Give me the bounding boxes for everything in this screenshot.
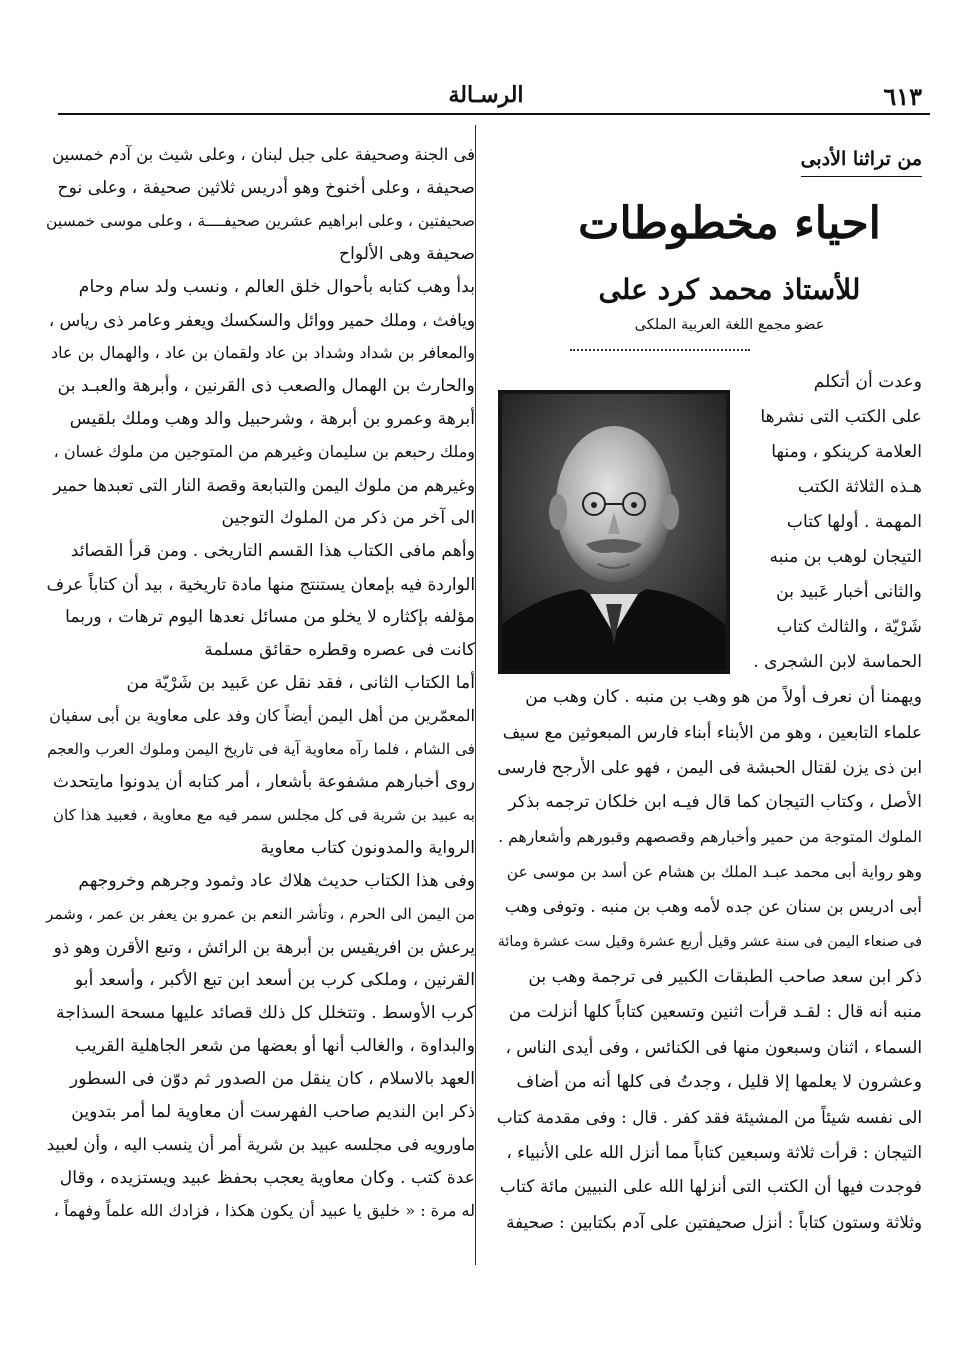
running-header: الرسـالة [448,82,524,108]
text-line: علماء التابعين ، وهو من الأبناء أبناء فارس المبعوثين مع سيف [502,722,922,742]
text-line: ابن ذى يزن لقتال الحبشة فى اليمن ، فهو على الأرجح فارسى [497,757,922,777]
text-line: العلامة كرينكو ، ومنها [771,442,922,462]
text-line: وهو رواية أبى محمد عبـد الملك بن هشام عن أسد بن موسى عن [506,863,922,881]
text-line: الى آخر من ذكر من الملوك التوجين [221,508,475,528]
text-line: له مرة : « خليق يا عبيد أن يكون هكذا ، فزادك الله علماً وفهماً ، [53,1201,475,1220]
text-line: ويهمنا أن نعرف أولاً من هو وهب بن منبه . كان وهب من [525,687,922,707]
text-line: ويافث ، وملك حمير ووائل والسكسك ويعفر وعامر ذى رياس ، [48,310,475,330]
text-line: والمعافر بن شداد وشداد بن عاد ولقمان بن عاد ، والهمال بن عاد [51,343,475,362]
text-line: على الكتب التى نشرها [760,407,922,427]
text-line: ذكر ابن النديم صاحب الفهرست أن معاوية لما أمر بتدوين [71,1102,475,1122]
text-line: مؤلفه بإكثاره لا يخلو من مسائل نعدها اليوم ترهات ، وربما [65,607,475,627]
text-line: شَرْيّة ، والثالث كتاب [776,617,922,637]
text-line: التيجان لوهب بن منبه [769,547,922,567]
text-line: ذكر ابن سعد صاحب الطبقات الكبير فى ترجمة وهب بن [528,967,922,987]
text-line: منبه أنه قال : لقـد قرأت اثنين وتسعين كتاباً كلها أنزلت من [508,1002,922,1022]
article-title: احياء مخطوطات [578,198,881,249]
text-line: السماء ، اثنان وسبعون منها فى الكنائس ، وفى أيدى الناس ، [505,1037,922,1057]
text-line: كانت فى عصره وقطره حقائق مسلمة [204,640,475,660]
text-line: والبداوة ، والغالب أنها أو بعضها من شعر الجاهلية القريب [74,1036,475,1056]
text-line: المهمة . أولها كتاب [786,512,922,532]
header-rule [58,113,930,115]
text-line: كرب الأوسط . وتتخلل كل ذلك قصائد عليها مسحة السذاجة [55,1003,475,1023]
text-line: يرعش بن افريقيس بن أبرهة بن الرائش ، وتبع الأقرن وهو ذو [53,937,475,957]
text-line: الى نفسه شيئاً من المشيئة فقد كفر . قال : وفى مقدمة كتاب [496,1107,922,1127]
text-line: أبى ادريس بن سنان عن جده لأمه وهب بن منبه . وتوفى وهب [504,897,922,916]
text-line: القرنين ، وملكى كرب بن أسعد ابن تبع الأكبر ، وأسعد أبو [74,970,475,990]
text-line: أما الكتاب الثانى ، فقد نقل عن عَبيد بن شَرْيّة من [126,673,475,693]
page-number: ٦١٣ [883,82,922,111]
text-line: والثانى أخبار عَبيد بن [776,582,922,602]
text-line: المعمّرين من أهل اليمن أيضاً كان وفد على معاوية بن أبى سفيان [49,706,475,725]
text-line: وثلاثة وستون كتاباً : أنزل صحيفتين على آدم بكتابين : صحيفة [506,1212,922,1232]
text-line: هـذه الثلاثة الكتب [797,477,922,497]
dotted-separator [570,349,750,351]
column-divider [475,125,476,1265]
text-line: صحيفتين ، وعلى ابراهيم عشرين صحيفــــة ، وعلى موسى خمسين [46,212,475,230]
text-line: وفى هذا الكتاب حديث هلاك عاد وثمود وجرهم وخروجهم [78,871,475,891]
section-label: من تراثنا الأدبى [801,148,922,177]
text-line: والحارث بن الهمال والصعب ذى القرنين ، وأبرهة والعبـد بن [57,376,475,396]
text-line: التيجان : قرأت ثلاثة وسبعين كتاباً مما أنزل الله على الأنبياء ، [506,1142,922,1162]
text-line: الأصل ، وكتاب التيجان كما قال فيـه ابن خلكان ترجمه بذكر [508,792,922,812]
text-line: وعشرون لا يعلمها إلا قليل ، وجدتُ فى كلها أنه من أضاف [516,1072,922,1092]
text-line: الرواية والمدونون كتاب معاوية [260,838,475,858]
text-line: العهد بالاسلام ، كان ينقل من الصدور ثم دوّن فى السطور [69,1069,475,1089]
text-line: الواردة فيه بإمعان يستنتج منها مادة تاريخية ، بيد أن كتاباً عرف [46,574,475,594]
text-line: صحيفة وهى الألواح [339,244,475,264]
author-affiliation: عضو مجمع اللغة العربية الملكى [634,317,825,333]
article-author: للأستاذ محمد كرد على [598,273,861,306]
text-line: الملوك المتوجة من حمير وأخبارهم وقصصهم وقبورهم وأشعارهم . [498,828,922,846]
text-line: أبرهة وعمرو بن أبرهة ، وشرحبيل والد وهب وملك بلقيس [69,409,475,429]
text-line: فى صنعاء اليمن فى سنة عشر وقيل أربع عشرة وقيل ست عشرة ومائة [497,934,922,950]
text-line: صحيفة ، وعلى أخنوخ وهو أدريس ثلاثين صحيفة ، وعلى نوح [57,178,475,198]
text-line: فوجدت فيها أن الكتب التى أنزلها الله على النبيين مائة كتاب [499,1177,922,1197]
text-line: فى الشام ، فلما رآه معاوية آية فى تاريخ اليمن وملوك العرب والعجم [47,740,475,758]
author-portrait [498,390,730,674]
text-line: وأهم مافى الكتاب هذا القسم التاريخى . ومن قرأ القصائد [70,541,475,561]
text-line: روى أخبارهم مشفوعة بأشعار ، أمر كتابه أن يدونوا مايتحدث [53,772,475,792]
text-line: بدأ وهب كتابه بأحوال خلق العالم ، ونسب ولد سام وحام [78,277,475,297]
text-line: ماورويه فى مجلسه عبيد بن شرية أمر أن ينسب اليه ، وأن لعبيد [46,1135,475,1154]
text-line: وغيرهم من ملوك اليمن والتبابعة وقصة النار التى تعبدها حمير [53,475,475,495]
portrait-image [502,394,726,670]
text-line: من اليمن الى الحرم ، وتأشر النعم بن عمرو بن يعفر بن عمر ، وشمر [46,905,475,923]
text-line: وملك رحبعم بن سليمان وغيرهم من المتوجين من ملوك غسان ، [53,442,475,461]
text-line: به عبيد بن شرية فى كل مجلس سمر فيه مع معاوية ، فعبيد هذا كان [52,806,475,824]
text-line: عدة كتب . وكان معاوية يعجب بحفظ عبيد ويستزيده ، وقال [59,1168,475,1188]
text-line: فى الجنة وصحيفة على جبل لبنان ، وعلى شيث بن آدم خمسين [52,145,475,164]
text-line: الحماسة لابن الشجرى . [753,652,922,672]
text-line: وعدت أن أتكلم [813,372,922,392]
